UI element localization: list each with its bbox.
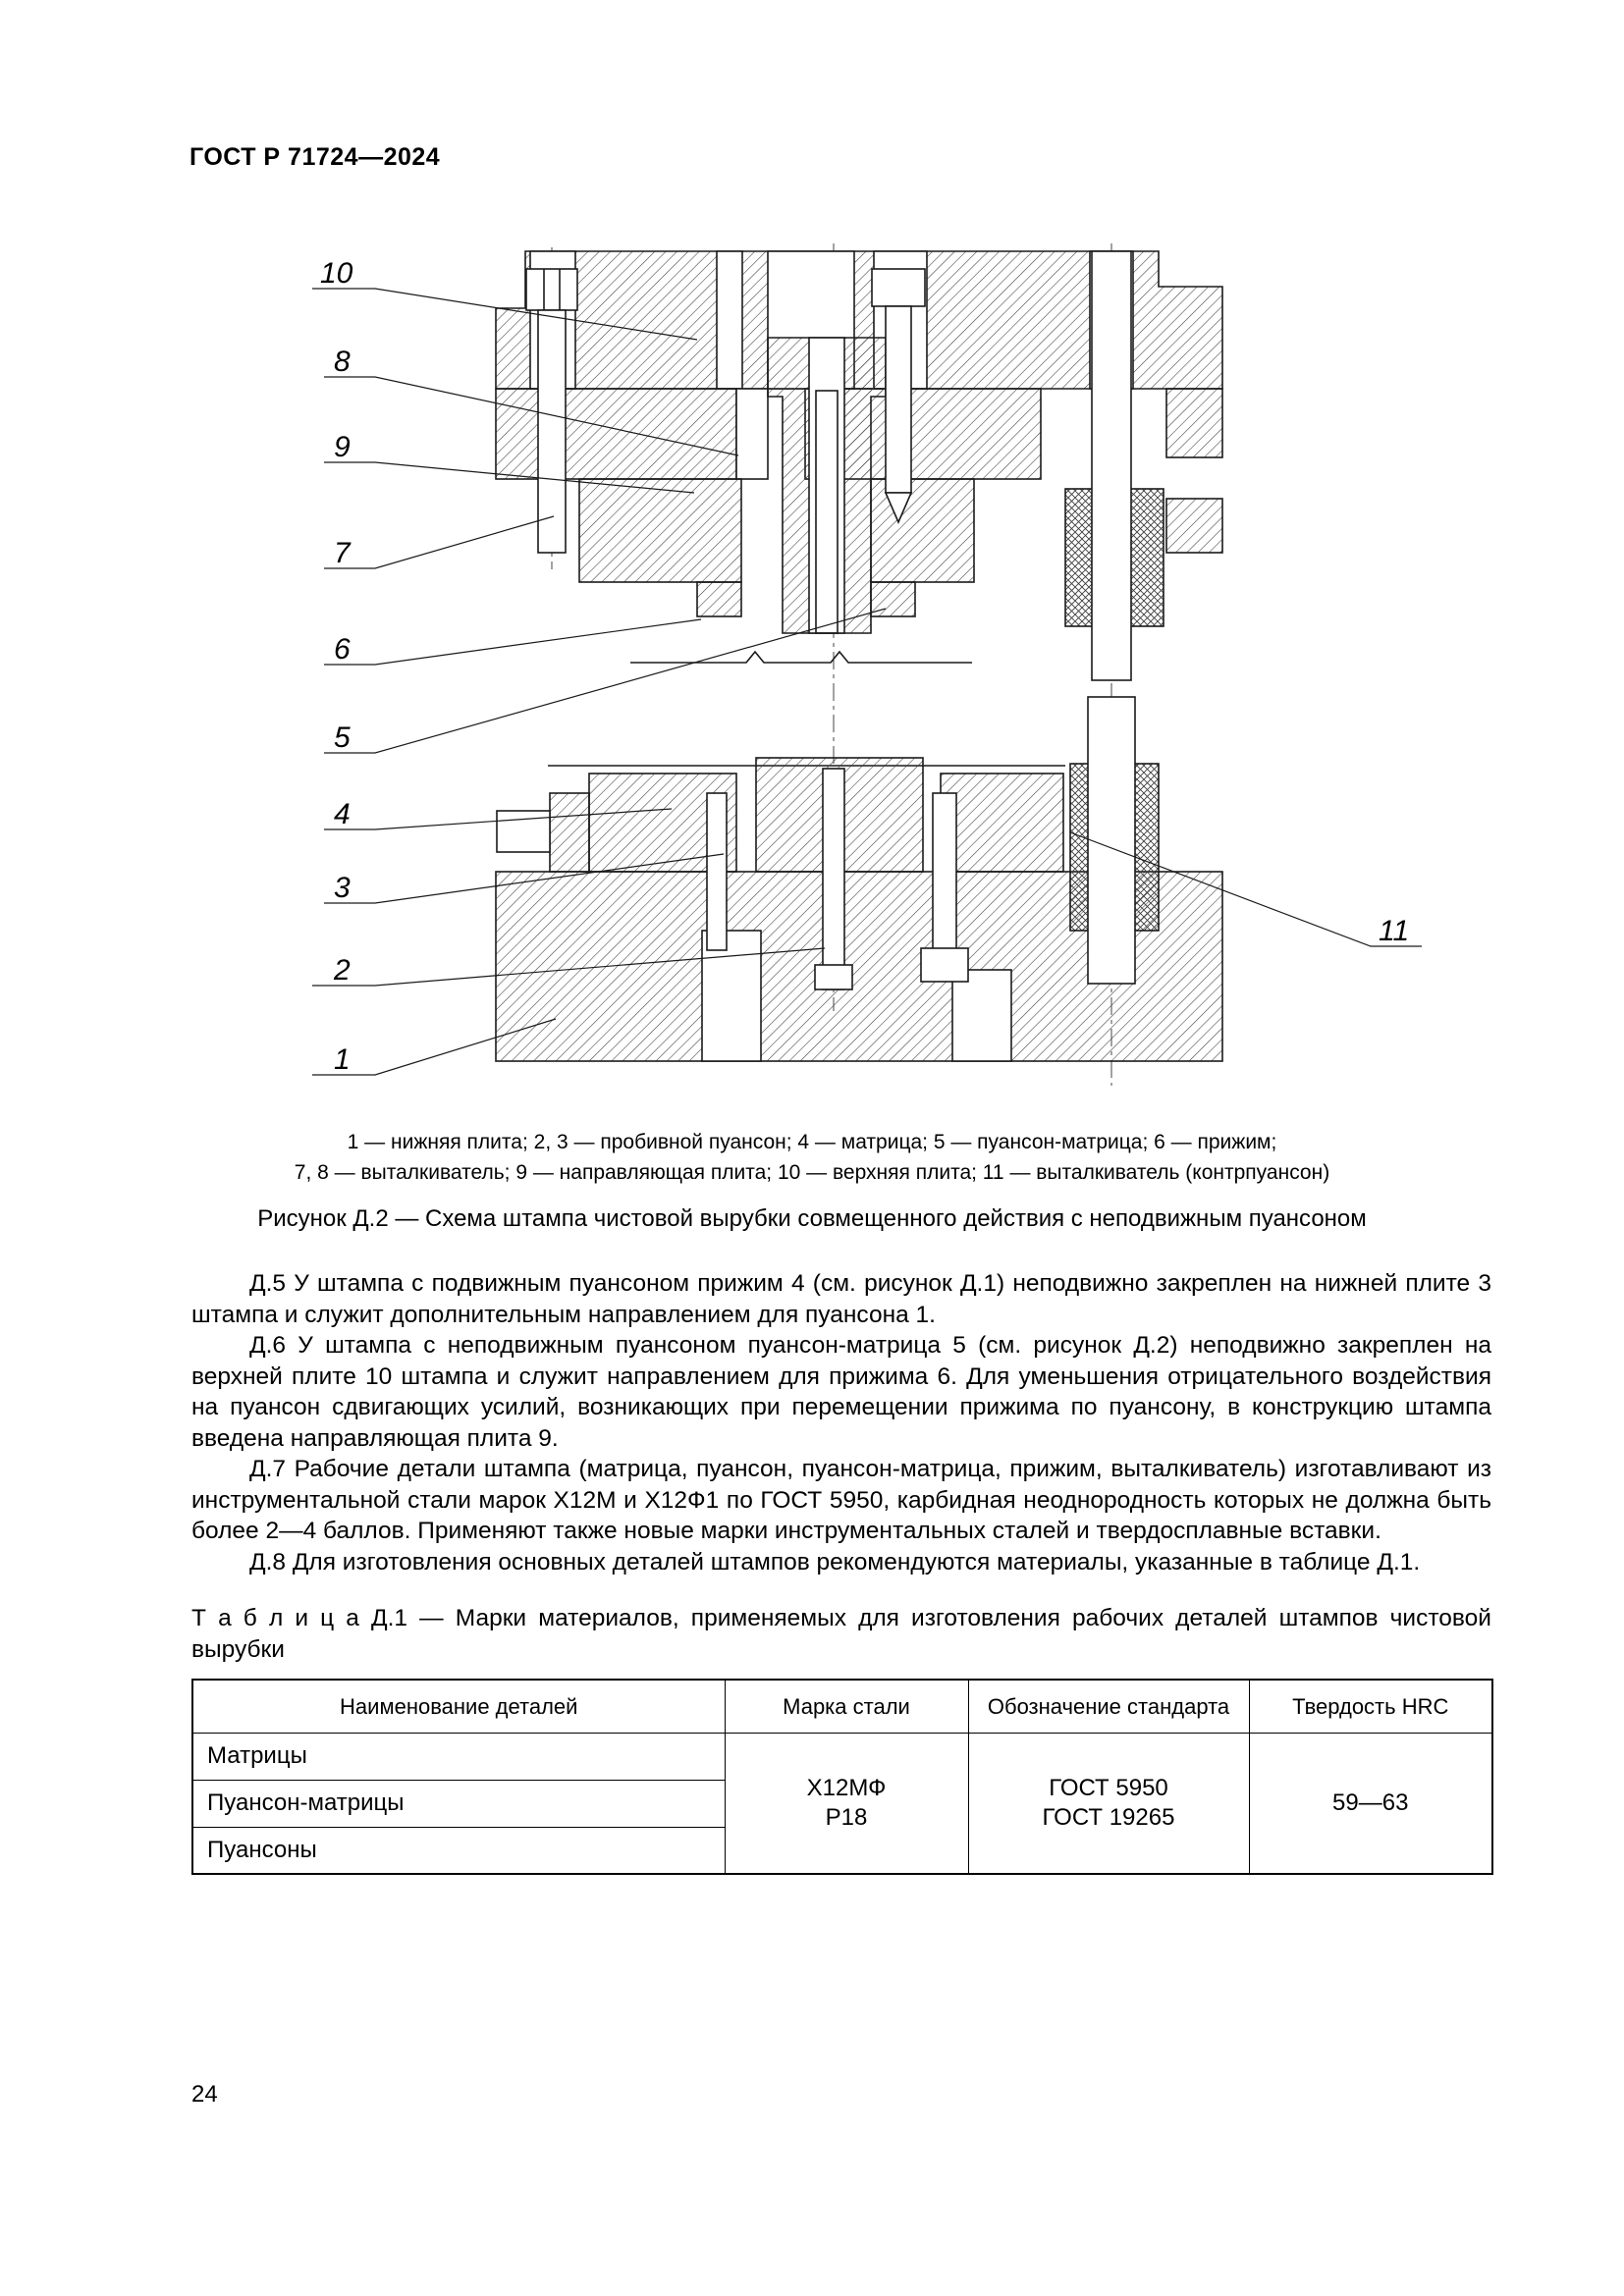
part-name-cell: Пуансон-матрицы [192,1780,725,1827]
figure-caption-line2: 7, 8 — выталкиватель; 9 — направляющая плита; 10 — верхняя плита; 11 — выталкиватель (контрпуансон) [294,1161,1330,1184]
guide-plate-shape [496,389,736,479]
clamp-shape [579,479,741,582]
paragraph-d8: Д.8 Для изготовления основных деталей штампов рекомендуются материалы, указанные в таблице Д.1. [249,1548,1421,1575]
callout-6: 6 [334,633,351,666]
callout-7: 7 [334,537,351,569]
document-number: ГОСТ Р 71724—2024 [189,143,441,171]
callout-4: 4 [334,798,351,830]
standard-cell [968,1733,1249,1874]
counter-punch-rod-lower [1088,697,1135,984]
steel-grade-cell [725,1733,968,1874]
paragraph-d6: Д.6 У штампа с неподвижным пуансоном пуансон-матрица 5 (см. рисунок Д.2) неподвижно закреплен на верхней плите 10 штампа и служит направлением для прижима 6. Для уменьшения отрицательного воздействия на пуансон сдвигающих усилий, возникающих при перемещении прижима по пуансону, в конструкцию штампа введена направляющая плита 9. [191,1332,1491,1452]
callout-10: 10 [320,257,353,290]
table-title: Т а б л и ц а Д.1 — Марки материалов, применяемых для изготовления рабочих деталей штампов чистовой вырубки [191,1605,1491,1663]
standard-line1: ГОСТ 5950 [1049,1774,1168,1801]
steel-grade-line1: Х12МФ [806,1774,887,1801]
paragraph-d5: Д.5 У штампа с подвижным пуансоном прижим 4 (см. рисунок Д.1) неподвижно закреплен на нижней плите 3 штампа и служит дополнительным направлением для пуансона 1. [191,1270,1491,1328]
figure-caption [157,1127,1467,1188]
col-header-standard: Обозначение стандарта [968,1680,1249,1733]
piercing-punch-b [823,769,844,989]
upper-bolt-shape [526,269,577,310]
col-header-hardness: Твердость HRC [1249,1680,1492,1733]
standard-line2: ГОСТ 19265 [1042,1803,1175,1831]
col-header-part-name: Наименование деталей [192,1680,725,1733]
callout-2: 2 [334,954,351,987]
part-name-cell: Матрицы [192,1733,725,1780]
page-number: 24 [191,2081,218,2108]
part-name-cell: Пуансоны [192,1827,725,1874]
callout-9: 9 [334,431,351,463]
counter-punch-rod [1092,251,1131,680]
table-header-row [192,1680,1492,1733]
piercing-punch-a [707,793,727,950]
callout-5: 5 [334,721,351,754]
hardness-cell: 59—63 [1249,1733,1492,1874]
callout-1: 1 [334,1043,351,1076]
figure-title: Рисунок Д.2 — Схема штампа чистовой вырубки совмещенного действия с неподвижным пуансоном [257,1205,1367,1232]
figure-caption-line1: 1 — нижняя плита; 2, 3 — пробивной пуансон; 4 — матрица; 5 — пуансон-матрица; 6 — прижим; [347,1131,1277,1153]
body-text-block [191,1268,1491,1875]
die-schematic-drawing [285,243,1424,1088]
callout-11: 11 [1379,915,1410,947]
table-row [192,1733,1492,1780]
callout-3: 3 [334,872,351,904]
paragraph-d7: Д.7 Рабочие детали штампа (матрица, пуансон, пуансон-матрица, прижим, выталкиватель) изготавливают из инструментальной стали марок Х12М и Х12Ф1 по ГОСТ 5950, карбидная неоднородность которых не должна быть более 2—4 баллов. Применяют также новые марки инструментальных сталей и твердосплавные вставки. [191,1456,1491,1544]
steel-grade-line2: Р18 [825,1803,868,1831]
materials-table [191,1679,1493,1875]
callout-8: 8 [334,346,351,378]
col-header-steel-grade: Марка стали [725,1680,968,1733]
